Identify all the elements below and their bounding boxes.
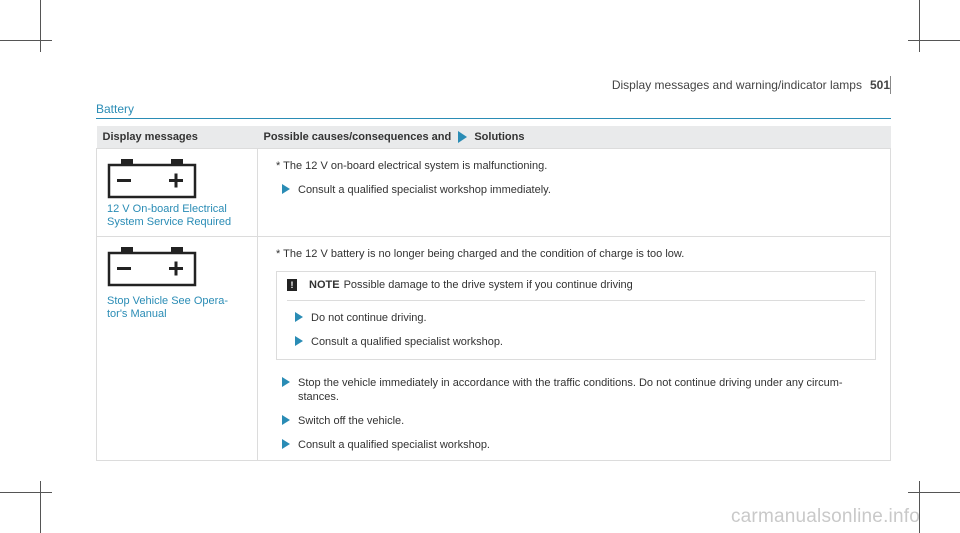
running-header: [612, 78, 890, 92]
header-title: Display messages and warning/indicator lamps: [611, 78, 862, 92]
section-title: Battery: [96, 102, 135, 116]
display-message-text: Stop Vehicle See Opera- tor's Manual: [107, 295, 229, 320]
step-arrow-icon: [282, 377, 290, 387]
crop-mark: [908, 492, 960, 493]
causes-cell: [258, 237, 891, 461]
section-underline: [96, 118, 891, 119]
crop-mark: [908, 40, 960, 41]
crop-mark: [40, 481, 41, 533]
message-cell: [97, 237, 258, 461]
note-step: Consult a qualified specialist workshop.: [311, 335, 865, 349]
message-cell: [97, 149, 258, 237]
note-title: NOTE: [309, 279, 340, 291]
header-divider: [890, 76, 891, 94]
note-divider: [287, 300, 865, 301]
page-number: 501: [869, 78, 890, 92]
note-header: [287, 278, 865, 292]
solution-step: Stop the vehicle immediately in accordance with the traffic conditions. Do not continue driving under any circum- stances.: [298, 376, 868, 404]
cause-text: * The 12 V battery is no longer being charged and the condition of charge is too low.: [276, 248, 685, 260]
step-arrow-icon: [282, 184, 290, 194]
solution-step: Consult a qualified specialist workshop immediately.: [298, 183, 884, 197]
note-box: [276, 271, 876, 360]
battery-icon: [107, 245, 197, 287]
causes-cell: [258, 149, 891, 237]
step-arrow-icon: [282, 415, 290, 425]
warning-icon: !: [287, 279, 297, 291]
step-arrow-icon: [295, 312, 303, 322]
step-arrow-icon: [295, 336, 303, 346]
solutions-arrow-icon: [458, 131, 467, 143]
solution-step: Consult a qualified specialist workshop.: [298, 438, 884, 452]
table-row: [97, 149, 891, 237]
col-header-display-messages: Display messages: [97, 126, 258, 149]
table-header-row: [97, 126, 891, 149]
battery-icon: [107, 157, 197, 199]
crop-mark: [0, 492, 52, 493]
table-row: [97, 237, 891, 461]
step-arrow-icon: [282, 439, 290, 449]
crop-mark: [0, 40, 52, 41]
crop-mark: [919, 0, 920, 52]
note-step: Do not continue driving.: [311, 311, 865, 325]
messages-table: [96, 126, 891, 461]
note-text: Possible damage to the drive system if you continue driving: [343, 279, 633, 291]
solution-step: Switch off the vehicle.: [298, 414, 884, 428]
watermark: carmanualsonline.info: [730, 506, 920, 527]
display-message-text: 12 V On-board Electrical System Service Required: [107, 203, 232, 228]
col-header-causes: Possible causes/consequences and Solutions: [258, 126, 891, 149]
cause-text: * The 12 V on-board electrical system is malfunctioning.: [276, 160, 548, 172]
crop-mark: [40, 0, 41, 52]
